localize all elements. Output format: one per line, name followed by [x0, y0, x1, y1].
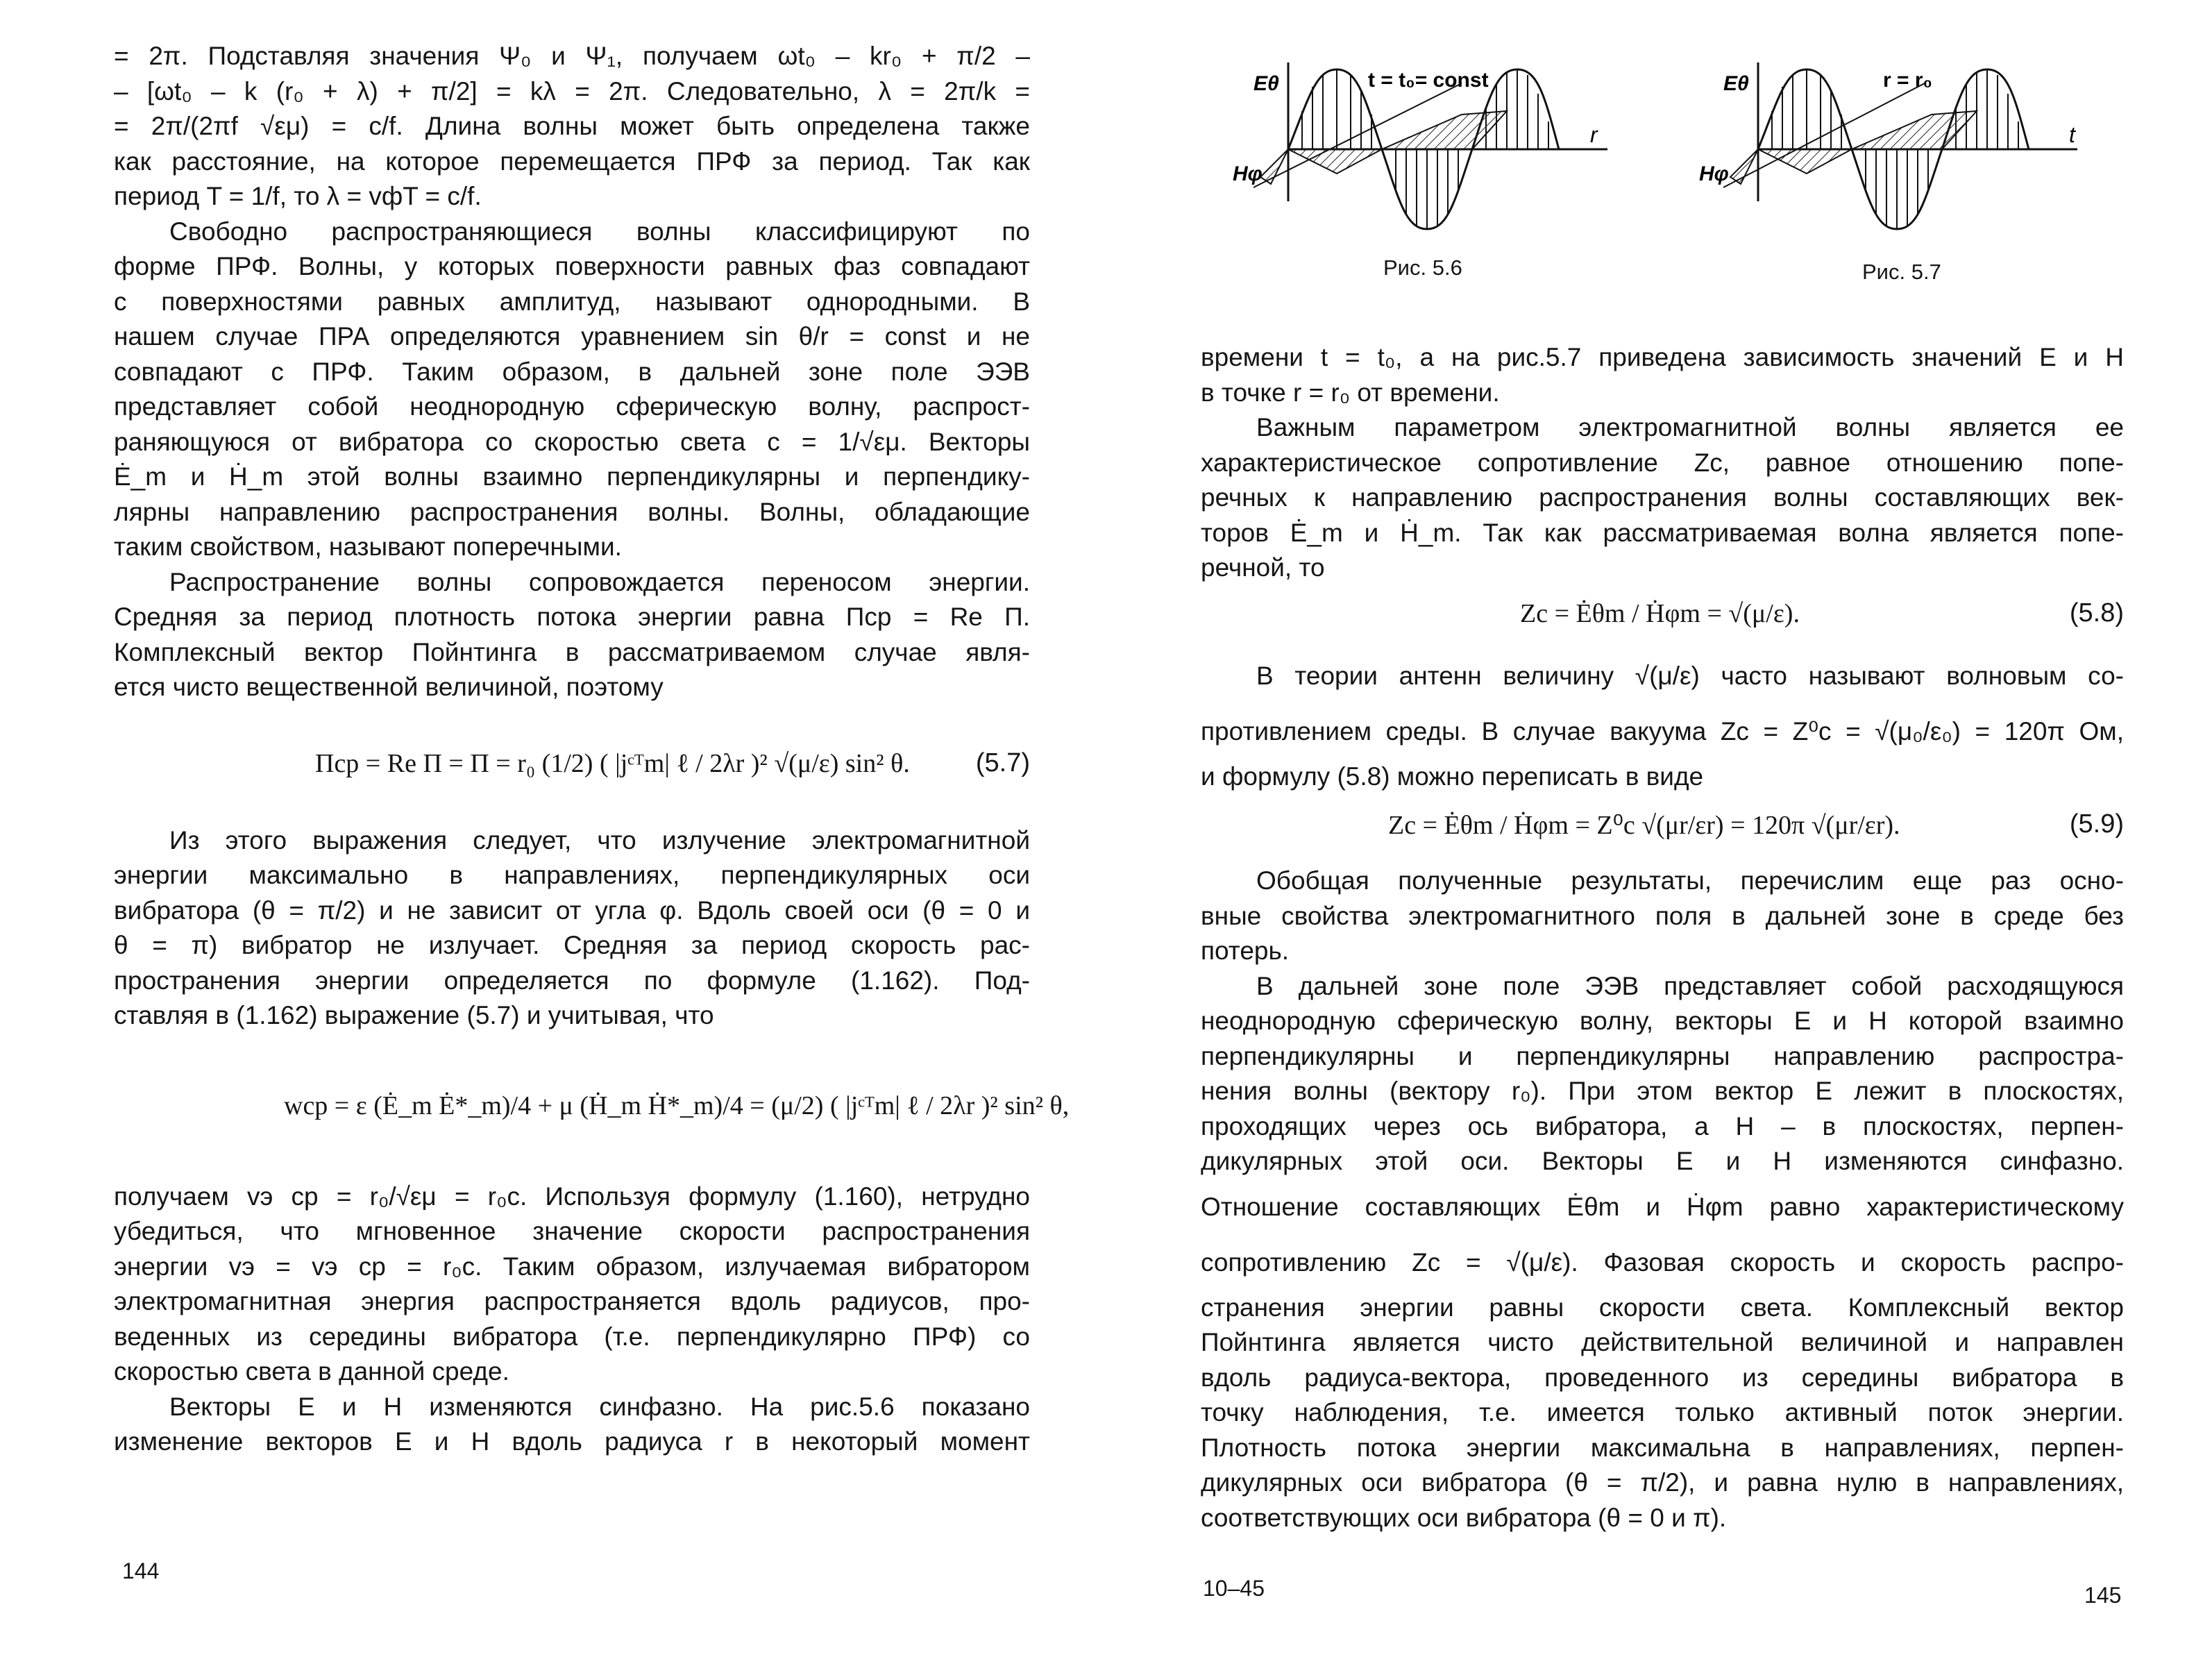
text-line: = 2π/(2πf √εμ) = c/f. Длина волны может быть определена также: [114, 112, 1030, 140]
equation-number: (5.7): [975, 748, 1030, 777]
equation-number: (5.9): [2069, 809, 2124, 839]
text-line: ется чисто вещественной величиной, поэтому: [114, 673, 664, 701]
text-line: получаем vэ ср = r₀/√εμ = r₀c. Используя формулу (1.160), нетрудно: [114, 1181, 1030, 1211]
text-line: дикулярных оси вибратора (θ = π/2), и равна нулю в направлениях,: [1201, 1468, 2124, 1497]
condition-label: r = r₀: [1883, 69, 1933, 92]
text-line: в точке r = r₀ от времени.: [1201, 378, 1500, 407]
text-line: Ė_m и Ḣ_m этой волны взаимно перпендикулярны и перпендику-: [114, 462, 1030, 491]
text-line: проходящих через ось вибратора, а H – в плоскостях, перпен-: [1201, 1111, 2124, 1141]
text-line: странения энергии равны скорости света. Комплексный вектор: [1201, 1293, 2124, 1322]
equation-number: (5.8): [2069, 598, 2124, 628]
h-wave-part: [1382, 111, 1507, 149]
figure-5-6: [1233, 56, 1621, 236]
text-line: с поверхностями равных амплитуд, называют однородными. В: [114, 287, 1030, 316]
e-label: Eθ: [1253, 72, 1279, 95]
text-line: соответствующих оси вибратора (θ = 0 и π).: [1201, 1503, 1727, 1532]
figure-caption: Рис. 5.7: [1862, 260, 1941, 284]
text-line: потерь.: [1201, 936, 1290, 965]
text-line: Распространение волны сопровождается переносом энергии.: [169, 567, 1030, 596]
text-line: времени t = t₀, а на рис.5.7 приведена зависимость значений E и H: [1201, 343, 2124, 371]
h-wave-part: [1260, 149, 1288, 184]
right-page: [1106, 0, 2212, 1666]
page-number: 145: [2084, 1583, 2122, 1608]
text-line: изменение векторов E и H вдоль радиуса r в некоторый момент: [114, 1427, 1030, 1456]
equation-5-7: [114, 705, 1030, 823]
equation-body: Zc = Ėθm / Ḣφm = Z⁰c √(μr/εr) = 120π √(μr/εr).: [1388, 811, 1900, 840]
text-line: таким свойством, называют поперечными.: [114, 532, 622, 561]
text-line: Средняя за период плотность потока энергии равна Пср = Re П.: [114, 603, 1030, 631]
axis-label: t: [2069, 122, 2075, 147]
left-text-block: [114, 39, 1070, 1460]
text-line: неоднородную сферическую волну, векторы E и H которой взаимно: [1201, 1007, 2124, 1035]
right-text-block: [1201, 340, 2124, 1535]
h-wave-part: [1288, 149, 1382, 174]
text-line: Обобщая полученные результаты, перечислим еще раз осно-: [1256, 866, 2124, 895]
text-line: нения волны (вектору r₀). При этом вектор E лежит в плоскостях,: [1201, 1077, 2124, 1105]
text-line: точку наблюдения, т.е. имеется только активный поток энергии.: [1201, 1398, 2124, 1427]
text-line: и формулу (5.8) можно переписать в виде: [1201, 762, 1704, 791]
text-line: речных к направлению распространения волны составляющих век-: [1201, 483, 2124, 512]
text-line: В теории антенн величину √(μ/ε) часто называют волновым со-: [1256, 661, 2124, 690]
equation-5-8: [1201, 586, 2124, 648]
text-line: вные свойства электромагнитного поля в дальней зоне в среде без: [1201, 901, 2124, 930]
text-line: электромагнитная энергия распространяется вдоль радиусов, про-: [114, 1287, 1030, 1315]
equation-body: Пср = Re П = П = r₀ (1/2) ( |jᶜᵀm| ℓ / 2λr )² √(μ/ε) sin² θ.: [315, 748, 910, 778]
text-line: сопротивлению Zc = √(μ/ε). Фазовая скорость и скорость распро-: [1201, 1247, 2124, 1277]
h-label: Hφ: [1699, 162, 1729, 185]
text-line: убедиться, что мгновенное значение скорости распространения: [114, 1217, 1030, 1245]
text-line: вдоль радиуса-вектора, проведенного из середины вибратора в: [1201, 1363, 2124, 1392]
text-line: Пойнтинга является чисто действительной величиной и направлен: [1201, 1328, 2124, 1356]
text-line: ставляя в (1.162) выражение (5.7) и учитывая, что: [114, 1001, 714, 1029]
signature-mark: 10–45: [1203, 1576, 1265, 1601]
text-line: период T = 1/f, то λ = vфT = c/f.: [114, 182, 482, 210]
text-line: раняющуюся от вибратора со скоростью света c = 1/√εμ. Векторы: [114, 427, 1030, 456]
text-line: пространения энергии определяется по формуле (1.162). Под-: [114, 966, 1030, 995]
text-line: энергии максимально в направлениях, перпендикулярных оси: [114, 861, 1030, 889]
text-line: Комплексный вектор Пойнтинга в рассматриваемом случае явля-: [114, 637, 1030, 666]
text-line: θ = π) вибратор не излучает. Средняя за период скорость рас-: [114, 931, 1030, 959]
text-line: = 2π. Подставляя значения Ψ₀ и Ψ₁, получаем ωt₀ – kr₀ + π/2 –: [114, 42, 1030, 70]
text-line: речной, то: [1201, 553, 1325, 582]
text-line: Из этого выражения следует, что излучение электромагнитной: [169, 825, 1030, 855]
text-line: противлением среды. В случае вакуума Zc = Z⁰c = √(μ₀/ε₀) = 120π Ом,: [1201, 716, 2124, 746]
text-line: дикулярных этой оси. Векторы E и H изменяются синфазно.: [1201, 1147, 2124, 1175]
text-line: В дальней зоне поле ЭЭВ представляет собой расходящуюся: [1256, 971, 2124, 1000]
text-line: веденных из середины вибратора (т.е. перпендикулярно ПРФ) со: [114, 1322, 1030, 1351]
text-line: энергии vэ = vэ ср = r₀c. Таким образом, излучаемая вибратором: [114, 1252, 1030, 1281]
text-line: Векторы E и H изменяются синфазно. На рис.5.6 показано: [169, 1392, 1030, 1421]
text-line: Свободно распространяющиеся волны классифицируют по: [169, 217, 1030, 246]
text-line: перпендикулярны и перпендикулярны направлению распростра-: [1201, 1041, 2124, 1070]
text-line: Плотность потока энергии максимальна в направлениях, перпен-: [1201, 1433, 2124, 1462]
text-line: форме ПРФ. Волны, у которых поверхности равных фаз совпадают: [114, 252, 1030, 280]
figure-caption: Рис. 5.6: [1383, 255, 1462, 280]
figure-5-7: [1689, 56, 2091, 236]
page-number: 144: [122, 1558, 160, 1583]
h-label: Hφ: [1233, 162, 1263, 185]
equation-w-average: [114, 1034, 1070, 1179]
text-line: Отношение составляющих Ėθm и Ḣφm равно характеристическому: [1201, 1192, 2124, 1221]
equation-body: Zc = Ėθm / Ḣφm = √(μ/ε).: [1520, 598, 1800, 628]
text-line: – [ωt₀ – k (r₀ + λ) + π/2] = kλ = 2π. Следовательно, λ = 2π/k =: [114, 76, 1030, 106]
condition-label: t = t₀= const: [1368, 69, 1489, 92]
text-line: как расстояние, на которое перемещается ПРФ за период. Так как: [114, 146, 1030, 176]
equation-body: wср = ε (Ė_m Ė*_m)/4 + μ (Ḣ_m Ḣ*_m)/4 = (μ/2) ( |jᶜᵀm| ℓ / 2λr )² sin² θ,: [284, 1091, 1070, 1120]
text-line: вибратора (θ = π/2) и не зависит от угла φ. Вдоль своей оси (θ = 0 и: [114, 895, 1030, 925]
text-line: совпадают с ПРФ. Таким образом, в дальней зоне поле ЭЭВ: [114, 357, 1030, 386]
h-wave-part: [1730, 149, 1758, 184]
text-line: характеристическое сопротивление Zc, равное отношению попе-: [1201, 448, 2124, 477]
text-line: лярны направлению распространения волны. Волны, обладающие: [114, 497, 1030, 526]
text-line: скоростью света в данной среде.: [114, 1357, 509, 1386]
text-line: Важным параметром электромагнитной волны является ее: [1256, 413, 2124, 441]
h-wave-part: [1758, 149, 1852, 174]
equation-5-9: [1201, 794, 2124, 864]
text-line: торов Ė_m и Ḣ_m. Так как рассматриваемая волна является попе-: [1201, 518, 2124, 547]
text-line: представляет собой неоднородную сферическую волну, распрост-: [114, 392, 1030, 421]
text-line: нашем случае ПРА определяются уравнением sin θ/r = const и не: [114, 322, 1030, 351]
h-wave-part: [1852, 111, 1977, 149]
axis-label: r: [1590, 122, 1598, 147]
e-label: Eθ: [1723, 72, 1749, 95]
